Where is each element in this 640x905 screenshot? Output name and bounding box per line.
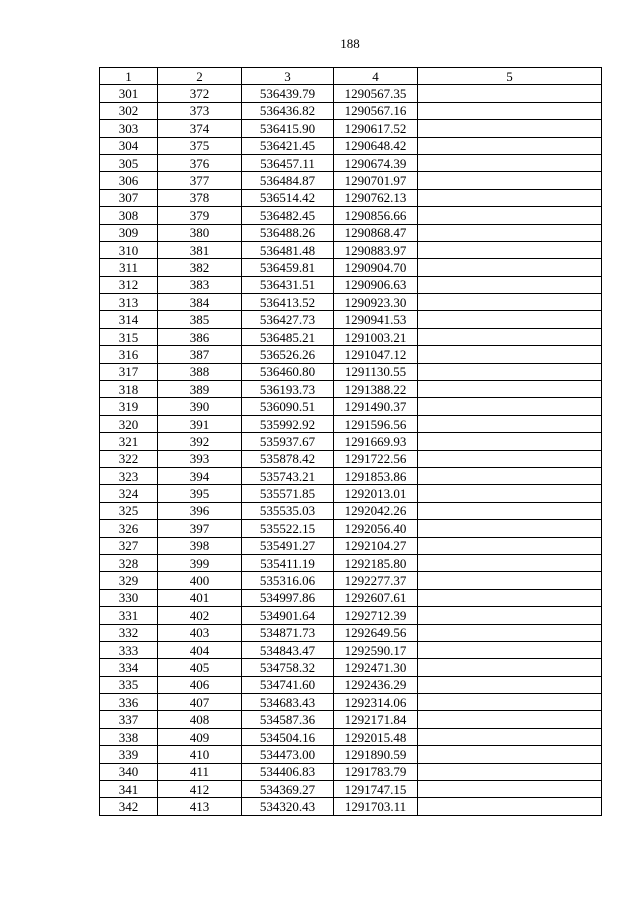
cell-y-coordinate: 1290701.97 bbox=[334, 172, 418, 189]
cell-x-coordinate: 536459.81 bbox=[242, 259, 334, 276]
table-row bbox=[100, 172, 602, 189]
table-row bbox=[100, 520, 602, 537]
table-row bbox=[100, 224, 602, 241]
cell-y-coordinate: 1292104.27 bbox=[334, 537, 418, 554]
cell-point-number: 330 bbox=[100, 589, 158, 606]
cell-y-coordinate: 1292185.80 bbox=[334, 554, 418, 571]
cell-note bbox=[418, 537, 602, 554]
cell-index: 390 bbox=[158, 398, 242, 415]
cell-point-number: 337 bbox=[100, 711, 158, 728]
cell-index: 380 bbox=[158, 224, 242, 241]
cell-point-number: 319 bbox=[100, 398, 158, 415]
table-row bbox=[100, 137, 602, 154]
cell-point-number: 324 bbox=[100, 485, 158, 502]
cell-point-number: 340 bbox=[100, 763, 158, 780]
cell-index: 409 bbox=[158, 728, 242, 745]
cell-index: 388 bbox=[158, 363, 242, 380]
cell-note bbox=[418, 259, 602, 276]
table-row bbox=[100, 676, 602, 693]
table-row bbox=[100, 311, 602, 328]
cell-y-coordinate: 1290883.97 bbox=[334, 241, 418, 258]
table-row bbox=[100, 589, 602, 606]
table-row bbox=[100, 659, 602, 676]
table-row bbox=[100, 154, 602, 171]
cell-point-number: 310 bbox=[100, 241, 158, 258]
cell-x-coordinate: 536482.45 bbox=[242, 207, 334, 224]
cell-y-coordinate: 1291596.56 bbox=[334, 415, 418, 432]
cell-index: 384 bbox=[158, 294, 242, 311]
cell-point-number: 304 bbox=[100, 137, 158, 154]
cell-x-coordinate: 535411.19 bbox=[242, 554, 334, 571]
cell-index: 383 bbox=[158, 276, 242, 293]
cell-x-coordinate: 535316.06 bbox=[242, 572, 334, 589]
cell-y-coordinate: 1291003.21 bbox=[334, 328, 418, 345]
cell-x-coordinate: 535535.03 bbox=[242, 502, 334, 519]
table-row bbox=[100, 415, 602, 432]
table-row bbox=[100, 328, 602, 345]
cell-point-number: 307 bbox=[100, 189, 158, 206]
cell-y-coordinate: 1291890.59 bbox=[334, 746, 418, 763]
cell-point-number: 336 bbox=[100, 694, 158, 711]
cell-note bbox=[418, 189, 602, 206]
header-row bbox=[100, 68, 602, 85]
cell-index: 403 bbox=[158, 624, 242, 641]
cell-x-coordinate: 534843.47 bbox=[242, 641, 334, 658]
table-row bbox=[100, 607, 602, 624]
cell-x-coordinate: 535878.42 bbox=[242, 450, 334, 467]
cell-point-number: 342 bbox=[100, 798, 158, 815]
cell-y-coordinate: 1290904.70 bbox=[334, 259, 418, 276]
cell-x-coordinate: 535743.21 bbox=[242, 467, 334, 484]
cell-note bbox=[418, 346, 602, 363]
cell-y-coordinate: 1290906.63 bbox=[334, 276, 418, 293]
cell-point-number: 318 bbox=[100, 381, 158, 398]
cell-index: 378 bbox=[158, 189, 242, 206]
table-row bbox=[100, 572, 602, 589]
table-row bbox=[100, 433, 602, 450]
cell-y-coordinate: 1290648.42 bbox=[334, 137, 418, 154]
cell-y-coordinate: 1292471.30 bbox=[334, 659, 418, 676]
cell-y-coordinate: 1291669.93 bbox=[334, 433, 418, 450]
cell-x-coordinate: 536413.52 bbox=[242, 294, 334, 311]
cell-note bbox=[418, 676, 602, 693]
cell-x-coordinate: 534997.86 bbox=[242, 589, 334, 606]
cell-note bbox=[418, 694, 602, 711]
cell-x-coordinate: 535937.67 bbox=[242, 433, 334, 450]
cell-note bbox=[418, 554, 602, 571]
cell-y-coordinate: 1292042.26 bbox=[334, 502, 418, 519]
cell-x-coordinate: 536485.21 bbox=[242, 328, 334, 345]
cell-point-number: 332 bbox=[100, 624, 158, 641]
table-row bbox=[100, 346, 602, 363]
table-row bbox=[100, 694, 602, 711]
cell-index: 408 bbox=[158, 711, 242, 728]
cell-note bbox=[418, 381, 602, 398]
cell-index: 379 bbox=[158, 207, 242, 224]
table-row bbox=[100, 502, 602, 519]
cell-y-coordinate: 1292015.48 bbox=[334, 728, 418, 745]
cell-index: 401 bbox=[158, 589, 242, 606]
table-row bbox=[100, 450, 602, 467]
cell-index: 395 bbox=[158, 485, 242, 502]
cell-index: 410 bbox=[158, 746, 242, 763]
cell-y-coordinate: 1291853.86 bbox=[334, 467, 418, 484]
cell-note bbox=[418, 485, 602, 502]
cell-x-coordinate: 534683.43 bbox=[242, 694, 334, 711]
cell-index: 382 bbox=[158, 259, 242, 276]
cell-y-coordinate: 1292013.01 bbox=[334, 485, 418, 502]
cell-x-coordinate: 536193.73 bbox=[242, 381, 334, 398]
cell-index: 391 bbox=[158, 415, 242, 432]
cell-note bbox=[418, 711, 602, 728]
cell-index: 405 bbox=[158, 659, 242, 676]
cell-y-coordinate: 1291703.11 bbox=[334, 798, 418, 815]
cell-x-coordinate: 536514.42 bbox=[242, 189, 334, 206]
cell-note bbox=[418, 224, 602, 241]
cell-point-number: 320 bbox=[100, 415, 158, 432]
cell-index: 385 bbox=[158, 311, 242, 328]
cell-index: 387 bbox=[158, 346, 242, 363]
table-row bbox=[100, 363, 602, 380]
table-row bbox=[100, 537, 602, 554]
cell-x-coordinate: 534871.73 bbox=[242, 624, 334, 641]
cell-y-coordinate: 1291388.22 bbox=[334, 381, 418, 398]
cell-index: 412 bbox=[158, 781, 242, 798]
cell-x-coordinate: 536460.80 bbox=[242, 363, 334, 380]
cell-x-coordinate: 536439.79 bbox=[242, 85, 334, 102]
cell-x-coordinate: 534473.00 bbox=[242, 746, 334, 763]
cell-point-number: 328 bbox=[100, 554, 158, 571]
cell-y-coordinate: 1290674.39 bbox=[334, 154, 418, 171]
column-header-4: 4 bbox=[334, 68, 418, 85]
cell-note bbox=[418, 120, 602, 137]
cell-y-coordinate: 1290856.66 bbox=[334, 207, 418, 224]
cell-y-coordinate: 1292314.06 bbox=[334, 694, 418, 711]
cell-note bbox=[418, 85, 602, 102]
table-row bbox=[100, 763, 602, 780]
cell-point-number: 306 bbox=[100, 172, 158, 189]
cell-index: 402 bbox=[158, 607, 242, 624]
cell-point-number: 322 bbox=[100, 450, 158, 467]
cell-index: 389 bbox=[158, 381, 242, 398]
table-row bbox=[100, 485, 602, 502]
cell-index: 413 bbox=[158, 798, 242, 815]
table-row bbox=[100, 241, 602, 258]
cell-note bbox=[418, 746, 602, 763]
cell-note bbox=[418, 137, 602, 154]
cell-index: 377 bbox=[158, 172, 242, 189]
cell-index: 404 bbox=[158, 641, 242, 658]
cell-index: 392 bbox=[158, 433, 242, 450]
table-row bbox=[100, 207, 602, 224]
cell-y-coordinate: 1291747.15 bbox=[334, 781, 418, 798]
cell-index: 399 bbox=[158, 554, 242, 571]
cell-note bbox=[418, 172, 602, 189]
cell-point-number: 331 bbox=[100, 607, 158, 624]
cell-x-coordinate: 536421.45 bbox=[242, 137, 334, 154]
cell-y-coordinate: 1292607.61 bbox=[334, 589, 418, 606]
cell-point-number: 316 bbox=[100, 346, 158, 363]
table-row bbox=[100, 467, 602, 484]
cell-note bbox=[418, 763, 602, 780]
table-row bbox=[100, 711, 602, 728]
table-row bbox=[100, 624, 602, 641]
cell-index: 394 bbox=[158, 467, 242, 484]
cell-note bbox=[418, 520, 602, 537]
cell-x-coordinate: 535571.85 bbox=[242, 485, 334, 502]
cell-note bbox=[418, 415, 602, 432]
cell-y-coordinate: 1292649.56 bbox=[334, 624, 418, 641]
cell-index: 386 bbox=[158, 328, 242, 345]
cell-x-coordinate: 534741.60 bbox=[242, 676, 334, 693]
cell-y-coordinate: 1291490.37 bbox=[334, 398, 418, 415]
cell-note bbox=[418, 572, 602, 589]
cell-point-number: 338 bbox=[100, 728, 158, 745]
cell-note bbox=[418, 641, 602, 658]
cell-point-number: 326 bbox=[100, 520, 158, 537]
cell-note bbox=[418, 102, 602, 119]
cell-x-coordinate: 535992.92 bbox=[242, 415, 334, 432]
cell-note bbox=[418, 328, 602, 345]
cell-note bbox=[418, 659, 602, 676]
table-row bbox=[100, 746, 602, 763]
cell-point-number: 321 bbox=[100, 433, 158, 450]
cell-note bbox=[418, 241, 602, 258]
table-row bbox=[100, 189, 602, 206]
cell-x-coordinate: 534320.43 bbox=[242, 798, 334, 815]
cell-note bbox=[418, 607, 602, 624]
column-header-1: 1 bbox=[100, 68, 158, 85]
cell-index: 398 bbox=[158, 537, 242, 554]
cell-index: 397 bbox=[158, 520, 242, 537]
table-row bbox=[100, 85, 602, 102]
cell-point-number: 341 bbox=[100, 781, 158, 798]
cell-index: 400 bbox=[158, 572, 242, 589]
cell-point-number: 327 bbox=[100, 537, 158, 554]
table-row bbox=[100, 554, 602, 571]
cell-index: 374 bbox=[158, 120, 242, 137]
cell-x-coordinate: 536488.26 bbox=[242, 224, 334, 241]
cell-point-number: 313 bbox=[100, 294, 158, 311]
cell-y-coordinate: 1290923.30 bbox=[334, 294, 418, 311]
cell-y-coordinate: 1292590.17 bbox=[334, 641, 418, 658]
cell-point-number: 301 bbox=[100, 85, 158, 102]
cell-point-number: 333 bbox=[100, 641, 158, 658]
cell-y-coordinate: 1290941.53 bbox=[334, 311, 418, 328]
table-row bbox=[100, 259, 602, 276]
column-header-2: 2 bbox=[158, 68, 242, 85]
cell-y-coordinate: 1291130.55 bbox=[334, 363, 418, 380]
table-row bbox=[100, 641, 602, 658]
column-header-5: 5 bbox=[418, 68, 602, 85]
cell-point-number: 302 bbox=[100, 102, 158, 119]
cell-point-number: 317 bbox=[100, 363, 158, 380]
cell-note bbox=[418, 624, 602, 641]
page-number: 188 bbox=[340, 36, 360, 51]
cell-y-coordinate: 1290762.13 bbox=[334, 189, 418, 206]
cell-y-coordinate: 1291722.56 bbox=[334, 450, 418, 467]
cell-y-coordinate: 1290617.52 bbox=[334, 120, 418, 137]
cell-index: 411 bbox=[158, 763, 242, 780]
cell-point-number: 311 bbox=[100, 259, 158, 276]
cell-y-coordinate: 1291783.79 bbox=[334, 763, 418, 780]
cell-y-coordinate: 1291047.12 bbox=[334, 346, 418, 363]
cell-note bbox=[418, 467, 602, 484]
cell-note bbox=[418, 154, 602, 171]
cell-note bbox=[418, 276, 602, 293]
cell-point-number: 308 bbox=[100, 207, 158, 224]
cell-note bbox=[418, 207, 602, 224]
table-row bbox=[100, 381, 602, 398]
cell-index: 393 bbox=[158, 450, 242, 467]
table-row bbox=[100, 276, 602, 293]
cell-index: 373 bbox=[158, 102, 242, 119]
table-row bbox=[100, 798, 602, 815]
table-row bbox=[100, 120, 602, 137]
cell-note bbox=[418, 781, 602, 798]
cell-y-coordinate: 1292436.29 bbox=[334, 676, 418, 693]
cell-point-number: 305 bbox=[100, 154, 158, 171]
cell-x-coordinate: 534587.36 bbox=[242, 711, 334, 728]
cell-y-coordinate: 1292171.84 bbox=[334, 711, 418, 728]
cell-x-coordinate: 536436.82 bbox=[242, 102, 334, 119]
cell-note bbox=[418, 294, 602, 311]
cell-y-coordinate: 1290567.16 bbox=[334, 102, 418, 119]
coordinates-table bbox=[99, 67, 602, 816]
cell-index: 372 bbox=[158, 85, 242, 102]
cell-point-number: 309 bbox=[100, 224, 158, 241]
cell-x-coordinate: 536484.87 bbox=[242, 172, 334, 189]
cell-x-coordinate: 536415.90 bbox=[242, 120, 334, 137]
cell-index: 407 bbox=[158, 694, 242, 711]
table-row bbox=[100, 728, 602, 745]
cell-point-number: 329 bbox=[100, 572, 158, 589]
cell-x-coordinate: 534504.16 bbox=[242, 728, 334, 745]
cell-x-coordinate: 536526.26 bbox=[242, 346, 334, 363]
cell-note bbox=[418, 728, 602, 745]
cell-x-coordinate: 535491.27 bbox=[242, 537, 334, 554]
cell-y-coordinate: 1290567.35 bbox=[334, 85, 418, 102]
cell-note bbox=[418, 363, 602, 380]
cell-index: 376 bbox=[158, 154, 242, 171]
table-row bbox=[100, 781, 602, 798]
cell-index: 396 bbox=[158, 502, 242, 519]
cell-note bbox=[418, 502, 602, 519]
cell-x-coordinate: 534758.32 bbox=[242, 659, 334, 676]
cell-x-coordinate: 536090.51 bbox=[242, 398, 334, 415]
cell-x-coordinate: 536431.51 bbox=[242, 276, 334, 293]
cell-x-coordinate: 536481.48 bbox=[242, 241, 334, 258]
cell-note bbox=[418, 798, 602, 815]
cell-y-coordinate: 1292712.39 bbox=[334, 607, 418, 624]
cell-x-coordinate: 534406.83 bbox=[242, 763, 334, 780]
table-row bbox=[100, 102, 602, 119]
cell-x-coordinate: 536427.73 bbox=[242, 311, 334, 328]
cell-note bbox=[418, 589, 602, 606]
cell-x-coordinate: 535522.15 bbox=[242, 520, 334, 537]
cell-y-coordinate: 1290868.47 bbox=[334, 224, 418, 241]
cell-x-coordinate: 536457.11 bbox=[242, 154, 334, 171]
cell-point-number: 312 bbox=[100, 276, 158, 293]
cell-index: 375 bbox=[158, 137, 242, 154]
cell-point-number: 335 bbox=[100, 676, 158, 693]
cell-point-number: 323 bbox=[100, 467, 158, 484]
column-header-3: 3 bbox=[242, 68, 334, 85]
cell-point-number: 334 bbox=[100, 659, 158, 676]
cell-point-number: 325 bbox=[100, 502, 158, 519]
cell-index: 406 bbox=[158, 676, 242, 693]
cell-note bbox=[418, 311, 602, 328]
cell-point-number: 314 bbox=[100, 311, 158, 328]
cell-point-number: 339 bbox=[100, 746, 158, 763]
cell-point-number: 315 bbox=[100, 328, 158, 345]
table-row bbox=[100, 294, 602, 311]
cell-x-coordinate: 534369.27 bbox=[242, 781, 334, 798]
cell-note bbox=[418, 398, 602, 415]
cell-x-coordinate: 534901.64 bbox=[242, 607, 334, 624]
cell-point-number: 303 bbox=[100, 120, 158, 137]
table-body bbox=[100, 85, 602, 815]
cell-index: 381 bbox=[158, 241, 242, 258]
table-row bbox=[100, 398, 602, 415]
cell-y-coordinate: 1292056.40 bbox=[334, 520, 418, 537]
cell-y-coordinate: 1292277.37 bbox=[334, 572, 418, 589]
table-header bbox=[100, 68, 602, 85]
cell-note bbox=[418, 433, 602, 450]
cell-note bbox=[418, 450, 602, 467]
